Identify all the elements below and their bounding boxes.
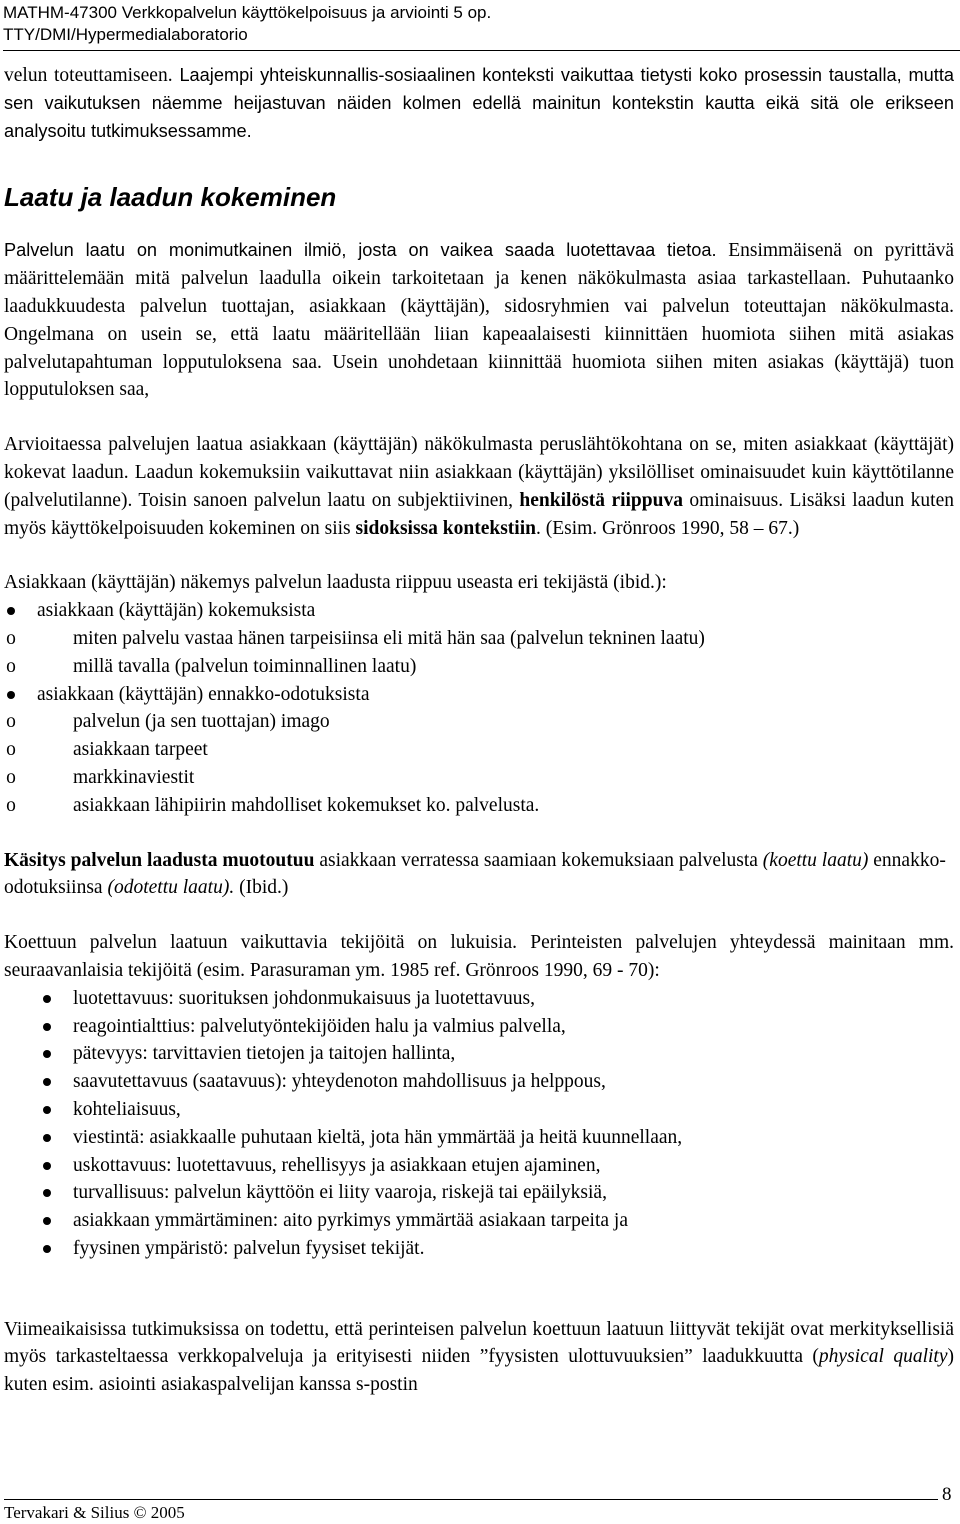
circle-bullet-icon: o <box>6 627 16 649</box>
quality-factors-list <box>4 985 954 1263</box>
list-item-text: asiakkaan ymmärtäminen: aito pyrkimys ymmärtää asiakaan tarpeita ja <box>73 1210 628 1232</box>
list-item-text: fyysinen ympäristö: palvelun fyysiset tekijät. <box>73 1237 425 1259</box>
text-span: Palvelun laatu on monimutkainen ilmiö, josta on vaikea saada luotettavaa tietoa. <box>4 240 717 261</box>
text-span: (Ibid.) <box>234 877 289 899</box>
bold-span: Käsitys palvelun laadusta muotoutuu <box>4 849 315 871</box>
text-span: Viimeaikaisissa tutkimuksissa on todettu, että perinteisen palvelun koettuun laatuun liittyvät tekijät ovat merkityksellisiä myös tarkasteltaessa verkkopalveluja ja erityisesti niiden ”fyysisten ulottuvuuksien” laadukkuutta ( <box>4 1318 954 1368</box>
paragraph-recent-research <box>4 1316 954 1399</box>
list-item-text: markkinaviestit <box>73 766 195 788</box>
list-item <box>4 1096 954 1124</box>
text-span: velun toteuttamiseen. <box>4 65 173 86</box>
list-item-text: palvelun (ja sen tuottajan) imago <box>73 711 330 733</box>
text-span: asiakkaan verratessa saamiaan kokemuksiaan palvelusta <box>314 849 763 871</box>
text-span: Lisäksi laadun kuten myös käyttökelpoisuuden kokeminen on siis <box>4 489 955 539</box>
italic-span: (koettu laatu) <box>762 849 869 871</box>
text-span: Laajempi yhteiskunnallis-sosiaalinen konteksti vaikuttaa tietysti koko prosessin taustalla, mutta sen vaikutuksen näemme heijastuvan näiden kolmen edellä mainitun kontekstin kautta eikä sitä ole erikseen analysoitu tutkimuksessamme. <box>4 65 954 141</box>
header-course-title: MATHM-47300 Verkkopalvelun käyttökelpoisuus ja arviointi 5 op. <box>3 3 492 22</box>
header-department: TTY/DMI/Hypermedialaboratorio <box>3 25 248 44</box>
bullet-icon <box>43 1162 51 1170</box>
text-span: Koettuun palvelun laatuun vaikuttavia tekijöitä on lukuisia. <box>4 932 518 954</box>
list-item-text: asiakkaan lähipiirin mahdolliset kokemukset ko. palvelusta. <box>73 794 540 816</box>
list-item <box>4 681 954 709</box>
list-item <box>4 1179 954 1207</box>
list-item-text: miten palvelu vastaa hänen tarpeisiinsa eli mitä hän saa (palvelun tekninen laatu) <box>73 627 705 649</box>
bullet-icon <box>43 1023 51 1031</box>
list-item <box>4 1040 954 1068</box>
paragraph-context <box>4 62 954 145</box>
paragraph-experienced-quality <box>4 929 954 985</box>
text-span: ominaisuus. <box>682 489 784 511</box>
bullet-icon <box>43 1106 51 1114</box>
footer-copyright: Tervakari & Silius © 2005 <box>4 1503 185 1522</box>
italic-span: physical quality <box>818 1346 948 1368</box>
spacer <box>4 1290 954 1316</box>
spacer <box>4 542 954 569</box>
list-item-text: pätevyys: tarvittavien tietojen ja taitojen hallinta, <box>73 1043 456 1065</box>
text-span: . (Esim. Grönroos 1990, 58 – 67.) <box>535 517 800 539</box>
paragraph-factors-intro: Asiakkaan (käyttäjän) näkemys palvelun laadusta riippuu useasta eri tekijästä (ibid.): <box>4 572 667 594</box>
list-item <box>4 1235 954 1263</box>
list-item-text: asiakkaan tarpeet <box>73 739 208 761</box>
list-item <box>4 1013 954 1041</box>
list-item-text: saavutettavuus (saatavuus): yhteydenoton mahdollisuus ja helppous, <box>73 1071 606 1093</box>
list-item <box>4 597 954 625</box>
bold-span: henkilöstä riippuva <box>519 489 683 511</box>
list-item <box>4 1152 954 1180</box>
text-span: Toisin sanoen palvelun laatu on subjektiivinen, <box>132 489 520 511</box>
paragraph-perception <box>4 847 954 903</box>
spacer <box>4 404 954 431</box>
text-span: Laadun kokemuksiin vaikuttavat niin asiakkaan (käyttäjän) yksilölliset ominaisuudet kuin käyttötilanne (palvelutilanne). <box>4 461 954 511</box>
list-item <box>4 1207 954 1235</box>
list-item <box>4 1068 954 1096</box>
list-item-text: viestintä: asiakkaalle puhutaan kieltä, jota hän ymmärtää ja heitä kuunnellaan, <box>73 1126 683 1148</box>
bullet-icon <box>7 607 15 615</box>
list-item <box>4 985 954 1013</box>
spacer <box>4 1263 954 1290</box>
text-span: Arvioitaessa palvelujen laatua asiakkaan (käyttäjän) näkökulmasta peruslähtökohtana on se, miten asiakkaat (käyttäjät) kokevat laadun. <box>4 434 954 483</box>
circle-bullet-icon: o <box>6 739 16 761</box>
sub-list-item <box>4 653 954 681</box>
circle-bullet-icon: o <box>6 794 16 816</box>
list-item-text: turvallisuus: palvelun käyttöön ei liity vaaroja, riskejä tai epäilyksiä, <box>73 1182 607 1204</box>
text-span: Ensimmäisenä on pyrittävä määrittelemään mitä palvelun laadulla oikein tarkoitetaan ja kenen näkökulmasta asiaa tarkastellaan. <box>4 240 954 290</box>
circle-bullet-icon: o <box>6 766 16 788</box>
list-item-text: millä tavalla (palvelun toiminnallinen laatu) <box>73 655 417 677</box>
footer-divider <box>4 1499 938 1500</box>
bullet-icon <box>43 1078 51 1086</box>
text-span: ) kuten esim. asiointi asiakaspalvelijan kanssa s-postin <box>4 1346 954 1396</box>
bullet-icon <box>43 1245 51 1253</box>
text-span: Ongelmana on usein se, että laatu määritellään liian kapeaalaisesti kiinnittäen huomiota siihen mitä asiakas palvelutapahtuman lopputuloksena saa. Usein unohdetaan kiinnittää huomiota siihen miten asiakas (käyttäjä) tuon lopputuloksen saa, <box>4 323 954 401</box>
italic-span: (odotettu laatu). <box>107 877 235 899</box>
factors-list <box>4 597 954 819</box>
bold-span: sidoksissa kontekstiin <box>355 517 536 539</box>
sub-list-item <box>4 792 954 820</box>
list-item-text: asiakkaan (käyttäjän) kokemuksista <box>37 600 316 622</box>
bullet-icon <box>43 1217 51 1225</box>
list-item-text: asiakkaan (käyttäjän) ennakko-odotuksista <box>37 683 370 705</box>
sub-list-item <box>4 708 954 736</box>
spacer <box>4 820 954 847</box>
bullet-icon <box>43 1189 51 1197</box>
paragraph-quality <box>4 237 954 404</box>
header-divider <box>3 50 960 51</box>
bullet-icon <box>43 1050 51 1058</box>
bullet-icon <box>43 1134 51 1142</box>
paragraph-assessment <box>4 431 954 542</box>
spacer <box>4 902 954 929</box>
list-item-text: luotettavuus: suorituksen johdonmukaisuus ja luotettavuus, <box>73 987 536 1009</box>
sub-list-item <box>4 625 954 653</box>
list-item-text: reagointialttius: palvelutyöntekijöiden halu ja valmius palvella, <box>73 1015 566 1037</box>
text-span: ennakko-odotuksiinsa <box>4 849 946 899</box>
bullet-icon <box>43 995 51 1003</box>
text-span: Puhutaanko laadukkuudesta palvelun tuottajan, asiakkaan (käyttäjän), sidosryhmien vai palvelun toteuttajan näkökulmasta. <box>4 268 955 317</box>
list-item-text: uskottavuus: luotettavuus, rehellisyys ja asiakkaan etujen ajaminen, <box>73 1154 601 1176</box>
page-header <box>3 2 491 46</box>
list-item <box>4 1124 954 1152</box>
page-number: 8 <box>942 1484 952 1505</box>
text-span: Perinteisten palvelujen yhteydessä mainitaan mm. seuraavanlaisia tekijöitä (esim. Parasuraman ym. 1985 ref. Grönroos 1990, 69 - 70): <box>4 932 954 981</box>
circle-bullet-icon: o <box>6 711 16 733</box>
sub-list-item <box>4 764 954 792</box>
document-body <box>4 62 954 1399</box>
circle-bullet-icon: o <box>6 655 16 677</box>
sub-list-item <box>4 736 954 764</box>
list-item-text: kohteliaisuus, <box>73 1098 181 1120</box>
section-heading: Laatu ja laadun kokeminen <box>4 182 337 213</box>
bullet-icon <box>7 691 15 699</box>
